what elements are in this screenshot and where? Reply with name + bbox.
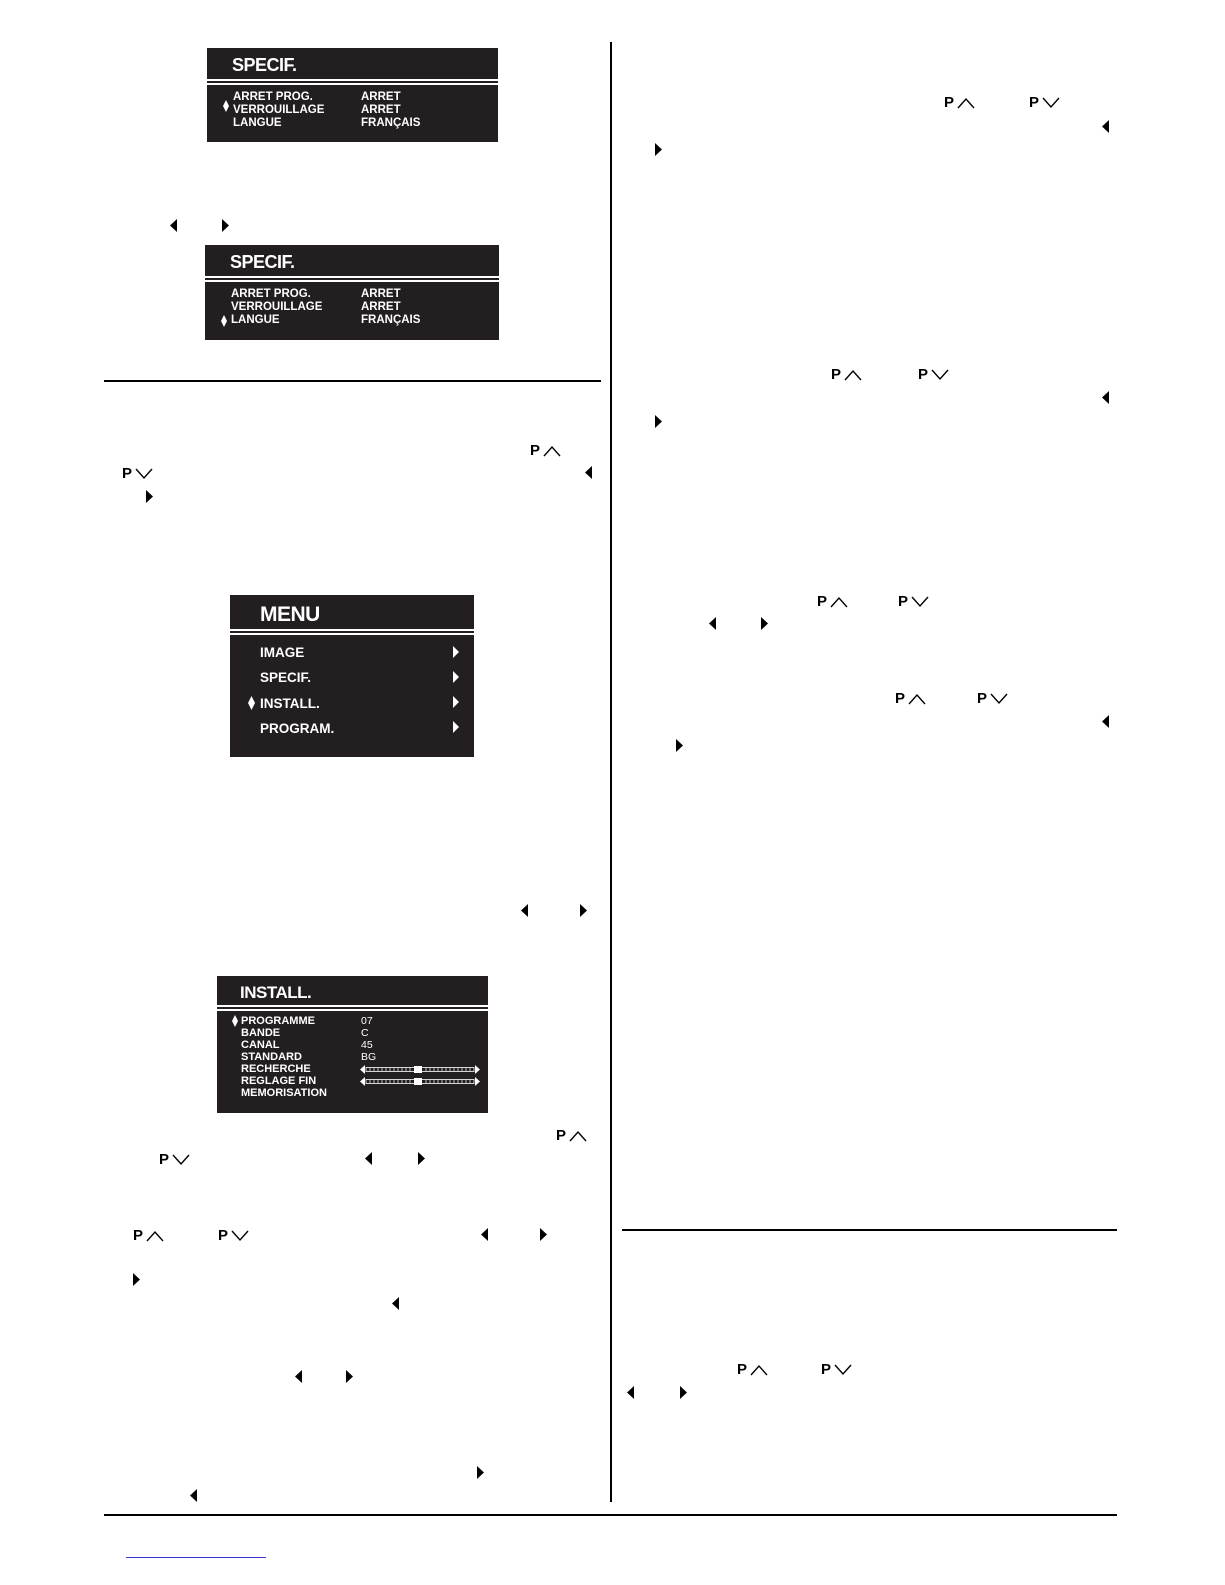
menu-item-image[interactable]: IMAGE xyxy=(260,645,305,660)
specif-screen-2 xyxy=(205,245,499,340)
left-triangle-icon xyxy=(481,1228,488,1241)
p-down-key-icon: P xyxy=(1029,94,1060,111)
left-triangle-icon xyxy=(1102,391,1109,404)
title-separator xyxy=(230,633,474,635)
row-label: ARRET PROG. xyxy=(233,91,313,103)
left-triangle-icon xyxy=(709,617,716,630)
right-triangle-icon xyxy=(222,219,229,232)
row-value: 45 xyxy=(361,1039,373,1051)
right-triangle-icon xyxy=(146,490,153,503)
left-triangle-icon xyxy=(585,466,592,479)
row-value: ARRET xyxy=(361,301,401,313)
row-label: PROGRAMME xyxy=(241,1015,315,1027)
screen-title: SPECIF. xyxy=(232,55,297,75)
row-label: LANGUE xyxy=(231,314,280,326)
left-triangle-icon xyxy=(1102,120,1109,133)
menu-item-install[interactable]: INSTALL. xyxy=(260,696,320,711)
row-label: STANDARD xyxy=(241,1051,302,1063)
title-separator xyxy=(205,276,499,278)
search-slider xyxy=(360,1065,480,1074)
p-up-key-icon: P xyxy=(817,593,848,610)
row-label: MEMORISATION xyxy=(241,1087,327,1099)
right-triangle-icon xyxy=(133,1273,140,1286)
selector-diamond-icon xyxy=(248,696,255,710)
row-label: BANDE xyxy=(241,1027,281,1039)
menu-item-program[interactable]: PROGRAM. xyxy=(260,721,335,736)
row-label: REGLAGE FIN xyxy=(241,1075,317,1087)
right-triangle-icon xyxy=(655,415,662,428)
right-triangle-icon xyxy=(418,1152,425,1165)
section-rule-right xyxy=(622,1229,1117,1231)
footer-rule xyxy=(104,1514,1117,1516)
row-label: VERROUILLAGE xyxy=(233,104,325,116)
right-triangle-icon xyxy=(680,1386,687,1399)
left-triangle-icon xyxy=(1102,715,1109,728)
row-value: ARRET xyxy=(361,91,401,103)
row-label: RECHERCHE xyxy=(241,1063,311,1075)
p-down-key-icon: P xyxy=(159,1151,190,1168)
left-triangle-icon xyxy=(190,1489,197,1502)
submenu-arrow-icon xyxy=(453,696,459,708)
left-triangle-icon xyxy=(295,1370,302,1383)
menu-item-specif[interactable]: SPECIF. xyxy=(260,670,312,685)
row-value: BG xyxy=(361,1051,377,1063)
row-label: VERROUILLAGE xyxy=(231,301,323,313)
footer-link-underline xyxy=(126,1557,266,1558)
screen-title: SPECIF. xyxy=(230,252,295,272)
row-value: 07 xyxy=(361,1015,373,1027)
row-label: LANGUE xyxy=(233,117,282,129)
p-up-key-icon: P xyxy=(556,1127,587,1144)
title-separator xyxy=(207,79,498,81)
p-down-key-icon: P xyxy=(918,366,949,383)
right-triangle-icon xyxy=(761,617,768,630)
row-value: C xyxy=(361,1027,369,1039)
right-triangle-icon xyxy=(580,904,587,917)
p-up-key-icon: P xyxy=(895,690,926,707)
menu-screen xyxy=(230,595,474,757)
p-up-key-icon: P xyxy=(831,366,862,383)
row-value: ARRET xyxy=(361,288,401,300)
left-triangle-icon xyxy=(521,904,528,917)
fine-tune-slider xyxy=(360,1077,480,1086)
p-down-key-icon: P xyxy=(977,690,1008,707)
right-triangle-icon xyxy=(655,143,662,156)
right-triangle-icon xyxy=(346,1370,353,1383)
submenu-arrow-icon xyxy=(453,646,459,658)
submenu-arrow-icon xyxy=(453,671,459,683)
left-triangle-icon xyxy=(365,1152,372,1165)
p-down-key-icon: P xyxy=(821,1361,852,1378)
title-separator xyxy=(217,1005,488,1007)
row-label: ARRET PROG. xyxy=(231,288,311,300)
right-triangle-icon xyxy=(540,1228,547,1241)
left-triangle-icon xyxy=(170,219,177,232)
p-down-key-icon: P xyxy=(122,465,153,482)
p-up-key-icon: P xyxy=(133,1227,164,1244)
row-value: ARRET xyxy=(361,104,401,116)
p-up-key-icon: P xyxy=(530,442,561,459)
title-separator xyxy=(207,83,498,85)
selector-diamond-icon xyxy=(232,1015,238,1027)
screen-title: MENU xyxy=(260,603,320,626)
p-up-key-icon: P xyxy=(944,94,975,111)
row-value: FRANÇAIS xyxy=(361,314,421,326)
column-divider xyxy=(610,42,612,1502)
screen-title: INSTALL. xyxy=(240,983,312,1002)
right-triangle-icon xyxy=(676,739,683,752)
title-separator xyxy=(217,1009,488,1011)
specif-screen-1 xyxy=(207,48,498,142)
selector-diamond-icon xyxy=(221,315,227,327)
submenu-arrow-icon xyxy=(453,721,459,733)
p-up-key-icon: P xyxy=(737,1361,768,1378)
title-separator xyxy=(230,629,474,631)
right-triangle-icon xyxy=(477,1466,484,1479)
install-screen xyxy=(217,976,488,1113)
section-rule-left xyxy=(104,380,601,382)
title-separator xyxy=(205,280,499,282)
selector-diamond-icon xyxy=(223,100,229,112)
row-value: FRANÇAIS xyxy=(361,117,421,129)
p-down-key-icon: P xyxy=(898,593,929,610)
left-triangle-icon xyxy=(392,1297,399,1310)
row-label: CANAL xyxy=(241,1039,280,1051)
left-triangle-icon xyxy=(627,1386,634,1399)
p-down-key-icon: P xyxy=(218,1227,249,1244)
